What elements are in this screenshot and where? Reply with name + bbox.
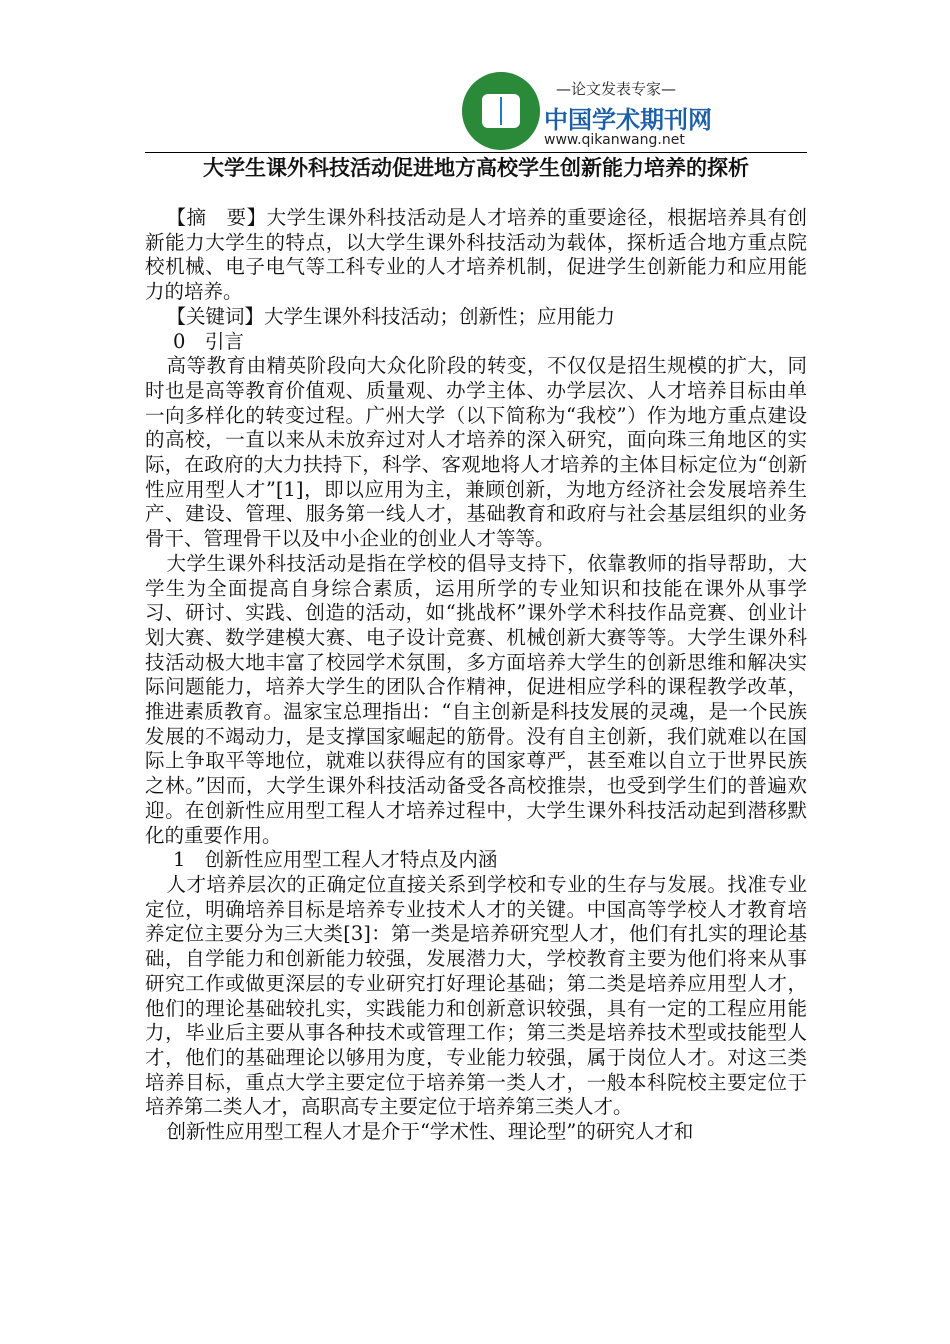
site-logo — [462, 72, 710, 152]
header-divider — [145, 152, 807, 153]
paragraph: 大学生课外科技活动是指在学校的倡导支持下，依靠教师的指导帮助，大学生为全面提高自身综合素质，运用所学的专业知识和技能在课外从事学习、研讨、实践、创造的活动，如“挑战杯”课外学术科技作品竞赛、创业计划大赛、数学建模大赛、电子设计竞赛、机械创新大赛等等。大学生课外科技活动极大地丰富了校园学术氛围，多方面培养大学生的创新思维和解决实际问题能力，培养大学生的团队合作精神，促进相应学科的课程教学改革，推进素质教育。温家宝总理指出：“自主创新是科技发展的灵魂，是一个民族发展的不竭动力，是支撑国家崛起的筋骨。没有自主创新，我们就难以在国际上争取平等地位，就难以获得应有的国家尊严，甚至难以自立于世界民族之林。”因而，大学生课外科技活动备受各高校推崇，也受到学生们的普遍欢迎。在创新性应用型工程人才培养过程中，大学生课外科技活动起到潜移默化的重要作用。 — [145, 551, 807, 847]
paragraph: 高等教育由精英阶段向大众化阶段的转变，不仅仅是招生规模的扩大，同时也是高等教育价值观、质量观、办学主体、办学层次、人才培养目标由单一向多样化的转变过程。广州大学（以下简称为“我校”）作为地方重点建设的高校，一直以来从未放弃过对人才培养的深入研究，面向珠三角地区的实际，在政府的大力扶持下，科学、客观地将人才培养的主体目标定位为“创新性应用型人才”[1]，即以应用为主，兼顾创新，为地方经济社会发展培养生产、建设、管理、服务第一线人才，基础教育和政府与社会基层组织的业务骨干、管理骨干以及中小企业的创业人才等等。 — [145, 354, 807, 551]
paragraph: 创新性应用型工程人才是介于“学术性、理论型”的研究人才和 — [166, 1120, 694, 1144]
section-heading-1: 1 创新性应用型工程人才特点及内涵 — [173, 848, 498, 872]
article-body — [145, 206, 807, 1145]
logo-name: 中国学术期刊网 — [544, 106, 712, 134]
abstract: 【摘 要】大学生课外科技活动是人才培养的重要途径，根据培养具有创新能力大学生的特点，以大学生课外科技活动为载体，探析适合地方重点院校机械、电子电气等工科专业的人才培养机制，促进学生创新能力和应用能力的培养。 — [145, 206, 807, 304]
section-heading-0: 0 引言 — [173, 329, 244, 353]
logo-url: www.qikanwang.net — [544, 132, 685, 148]
paragraph: 人才培养层次的正确定位直接关系到学校和专业的生存与发展。找准专业定位，明确培养目标是培养专业技术人才的关键。中国高等学校人才教育培养定位主要分为三大类[3]：第一类是培养研究型人才，他们有扎实的理论基础，自学能力和创新能力较强，发展潜力大，学校教育主要为他们将来从事研究工作或做更深层的专业研究打好理论基础；第二类是培养应用型人才，他们的理论基础较扎实，实践能力和创新意识较强，具有一定的工程应用能力，毕业后主要从事各种技术或管理工作；第三类是培养技术型或技能型人才，他们的基础理论以够用为度，专业能力较强，属于岗位人才。对这三类培养目标，重点大学主要定位于培养第一类人才，一般本科院校主要定位于培养第二类人才，高职高专主要定位于培养第三类人才。 — [145, 872, 807, 1119]
article-title: 大学生课外科技活动促进地方高校学生创新能力培养的探析 — [203, 156, 749, 180]
book-icon — [482, 94, 520, 128]
logo-emblem-icon — [462, 72, 540, 150]
logo-tagline: —论文发表专家— — [556, 80, 677, 98]
keywords: 【关键词】大学生课外科技活动；创新性；应用能力 — [166, 304, 615, 328]
